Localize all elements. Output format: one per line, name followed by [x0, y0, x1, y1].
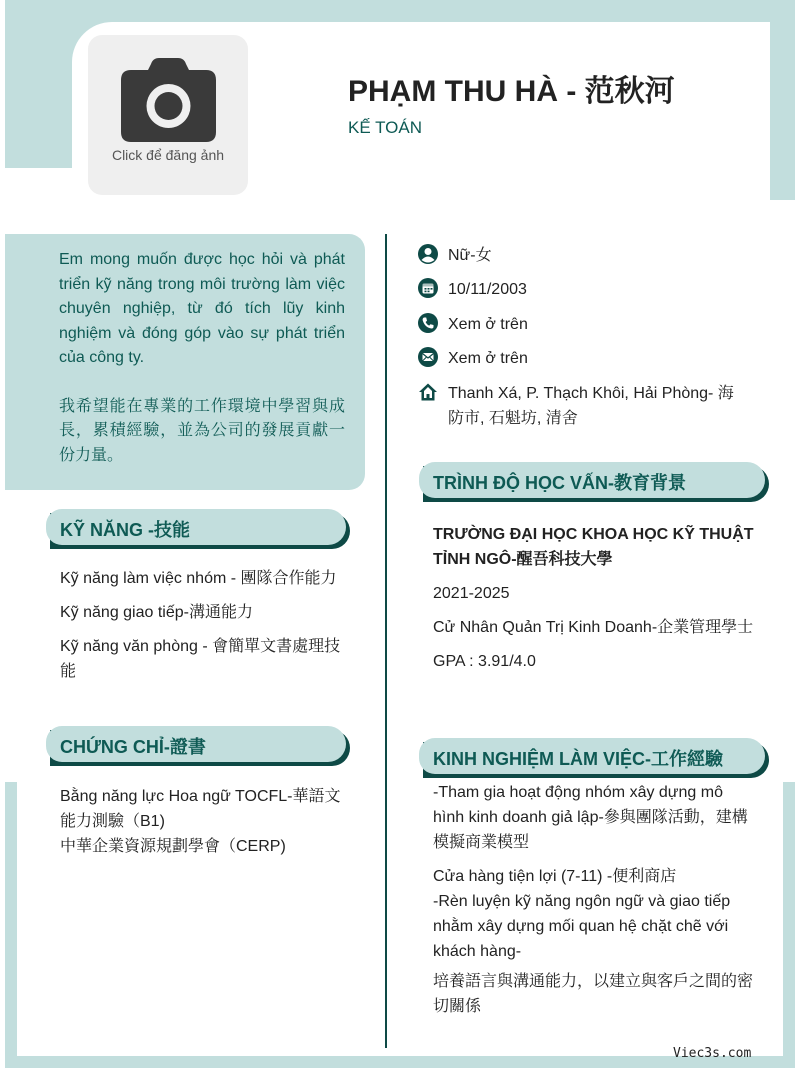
objective-text: [59, 248, 345, 492]
skills-heading: KỸ NĂNG -技能: [60, 520, 190, 540]
calendar-icon: [418, 278, 438, 298]
experience-item: -Tham gia hoạt động nhóm xây dựng mô hình kinh doanh giả lập-參與團隊活動，建構模擬商業模型: [433, 784, 748, 851]
address-value: Thanh Xá, P. Thạch Khôi, Hải Phòng- 海防市, 石魁坊, 清舍: [448, 385, 734, 427]
phone-value: Xem ở trên: [448, 316, 528, 333]
certificates-heading-tab: [46, 726, 346, 762]
certificates-list: [60, 784, 350, 859]
job-title: KẾ TOÁN: [348, 118, 423, 137]
experience-item: 培養語言與溝通能力，以建立與客戶之間的密切關係: [433, 973, 754, 1015]
contact-address: [418, 381, 738, 431]
email-value: Xem ở trên: [448, 350, 528, 367]
objective-chinese: 我希望能在專業的工作環境中學習與成長，累積經驗，並為公司的發展貢獻一份力量。: [59, 397, 345, 464]
certificate-item: Bằng năng lực Hoa ngữ TOCFL-華語文能力測驗（B1): [60, 788, 341, 830]
skill-item: Kỹ năng giao tiếp-溝通能力: [60, 604, 253, 621]
experience-list: [433, 780, 753, 1028]
contact-email: [418, 346, 758, 371]
header-notch: [5, 168, 75, 202]
envelope-icon: [418, 347, 438, 367]
education-details: [433, 522, 758, 683]
experience-item: Cửa hàng tiện lợi (7-11) -便利商店: [433, 868, 677, 885]
certificates-heading: CHỨNG CHỈ-證書: [60, 737, 206, 757]
skills-list: [60, 566, 350, 693]
experience-heading: KINH NGHIỆM LÀM VIỆC-工作經驗: [433, 749, 723, 769]
degree: Cử Nhân Quản Trị Kinh Doanh-企業管理學士: [433, 619, 754, 636]
gender-value: Nữ-女: [448, 247, 492, 264]
contact-phone: [418, 312, 758, 337]
contact-birthdate: [418, 277, 758, 302]
education-heading: TRÌNH ĐỘ HỌC VẤN-教育背景: [433, 473, 686, 493]
skill-item: Kỹ năng văn phòng - 會簡單文書處理技能: [60, 638, 341, 680]
home-icon: [418, 382, 438, 402]
column-divider: [385, 234, 387, 1048]
photo-caption[interactable]: Click để đăng ảnh: [111, 147, 225, 163]
skill-item: Kỹ năng làm việc nhóm - 團隊合作能力: [60, 570, 337, 587]
experience-item: -Rèn luyện kỹ năng ngôn ngữ và giao tiếp nhằm xây dựng mối quan hệ chặt chẽ với khách hàng-: [433, 893, 731, 960]
contact-gender: [418, 243, 758, 268]
school-name: TRƯỜNG ĐẠI HỌC KHOA HỌC KỸ THUẬT TỈNH NGÔ-醒吾科技大學: [433, 526, 754, 568]
candidate-name: PHẠM THU HÀ - 范秋河: [348, 75, 675, 108]
certificate-item: 中華企業資源規劃學會（CERP): [60, 838, 286, 855]
skills-heading-tab: [46, 509, 346, 545]
user-circle-icon: [418, 244, 438, 264]
objective-vietnamese: Em mong muốn được học hỏi và phát triển kỹ năng trong môi trường làm việc chuyên nghiệp, từ đó tích lũy kinh nghiệm và đóng góp vào sự phát triển của công ty.: [59, 251, 345, 366]
camera-icon[interactable]: [121, 58, 216, 142]
education-heading-tab: [419, 462, 765, 498]
experience-heading-tab: [419, 738, 765, 774]
education-years: 2021-2025: [433, 585, 510, 602]
birthdate-value: 10/11/2003: [448, 281, 527, 298]
watermark: Viec3s.com: [673, 1046, 752, 1061]
gpa: GPA : 3.91/4.0: [433, 653, 536, 670]
phone-icon: [418, 313, 438, 333]
